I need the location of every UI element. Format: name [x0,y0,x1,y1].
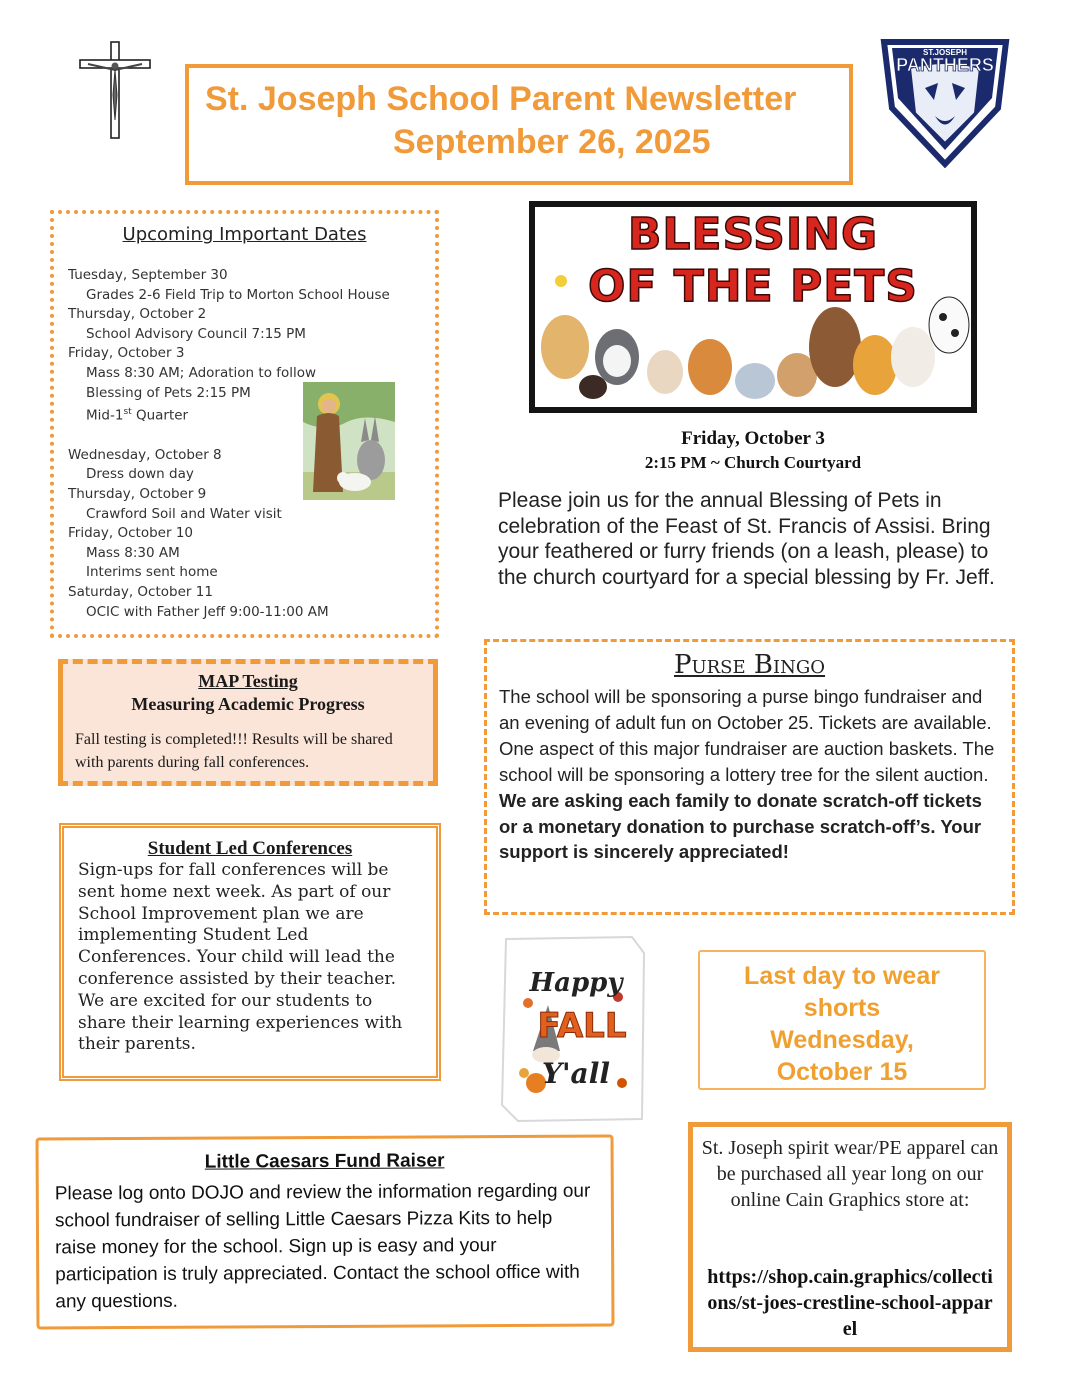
date-heading: Thursday, October 2 [68,306,207,323]
spirit-wear-text: St. Joseph spirit wear/PE apparel can be purchased all year long on our online Cain Graphics store at: [701,1137,999,1211]
pets-event-date: Friday, October 3 [681,428,825,449]
purse-bingo-text: The school will be sponsoring a purse bingo fundraiser and an evening of adult fun on October 25. Tickets are available. One aspect of this major fundraiser are auction baskets. The school will be sponsoring a lottery tree for the silent auction. [499,686,995,785]
spirit-wear-link[interactable]: https://shop.cain.graphics/collections/st-joes-crestline-school-apparel [707,1266,993,1340]
map-testing-body: Fall testing is completed!!! Results will be shared with parents during fall conferences. [75,731,393,771]
shorts-reminder-text [700,960,984,1088]
date-event: Crawford Soil and Water visit [86,505,282,522]
panthers-logo [880,38,1010,168]
purse-bingo-panel [484,639,1015,915]
map-testing-subtitle: Measuring Academic Progress [131,694,365,714]
st-francis-image [303,382,395,500]
date-heading: Tuesday, September 30 [68,267,228,283]
date-heading: Friday, October 10 [68,525,193,542]
little-caesars-body: Please log onto DOJO and review the information regarding our school fundraiser of selling Little Caesars Pizza Kits to help raise money for the school. Sign up is easy and your participation is truly appreciated. Contact the school office with any questions. [54,1180,591,1313]
purse-bingo-request: We are asking each family to donate scratch-off tickets or a monetary donation to purchase scratch-off’s. Your support is sincerely appreciated! [499,789,982,863]
crucifix-icon [78,40,152,140]
newsletter-title: St. Joseph School Parent Newsletter [205,80,797,118]
fall-line3: Y'all [542,1057,610,1090]
date-event: Mass 8:30 AM [86,544,180,561]
shorts-reminder-panel [698,950,986,1090]
slc-body: Sign-ups for fall conferences will be sent home next week. As part of our School Improvement plan we are implementing Student Led Conferences. Your child will lead the conference assisted by their teacher. We are excited for our students to share their learning experiences with their parents. [78,860,403,1055]
little-caesars-panel [36,1134,615,1329]
date-event: Dress down day [86,466,194,483]
happy-fall-sticker [498,933,648,1125]
shorts-line-3: Wednesday, [770,1026,914,1054]
pets-event-time: 2:15 PM ~ Church Courtyard [644,453,862,472]
fall-line1: Happy [529,968,623,998]
date-event: Blessing of Pets 2:15 PM [86,384,251,401]
pets-description: Please join us for the annual Blessing of Pets in celebration of the Feast of St. Francis of Assisi. Bring your feathered or furry friends (on a leash, please) to the church courtyard for a special blessing by Fr. Jeff. [498,489,995,589]
shorts-line-2: shorts [803,994,881,1022]
student-led-conferences-panel [59,823,441,1081]
date-event: Interims sent home [86,564,218,581]
slc-title: Student Led Conferences [147,838,353,859]
map-testing-panel [58,659,438,786]
little-caesars-title: Little Caesars Fund Raiser [204,1150,445,1173]
purse-bingo-body [499,684,1004,865]
date-heading: Friday, October 3 [68,345,185,362]
logo-name: PANTHERS [896,55,994,75]
date-event: OCIC with Father Jeff 9:00-11:00 AM [86,603,329,620]
date-event: Mid-1st Quarter [86,407,189,424]
date-heading: Wednesday, October 8 [68,446,222,463]
spirit-wear-panel [688,1122,1012,1352]
newsletter-date: September 26, 2025 [393,123,711,161]
blessing-pets-banner [529,201,977,413]
newsletter-header [185,64,853,185]
date-heading: Thursday, October 9 [68,486,207,503]
banner-title-line2: OF THE PETS [588,261,918,312]
shorts-line-4: October 15 [776,1058,908,1086]
date-heading: Saturday, October 11 [68,584,213,600]
upcoming-dates-title: Upcoming Important Dates [122,224,367,245]
map-testing-title: MAP Testing [198,671,298,691]
date-event: School Advisory Council 7:15 PM [86,325,306,342]
logo-top-text: ST.JOSEPH [922,48,968,57]
banner-title-line1: BLESSING [627,209,879,260]
date-event: Grades 2-6 Field Trip to Morton School House [86,286,390,303]
purse-bingo-title: Purse Bingo [673,650,826,680]
shorts-line-1: Last day to wear [744,962,940,990]
fall-line2: FALL [537,1006,627,1046]
date-event: Mass 8:30 AM; Adoration to follow [86,364,317,381]
